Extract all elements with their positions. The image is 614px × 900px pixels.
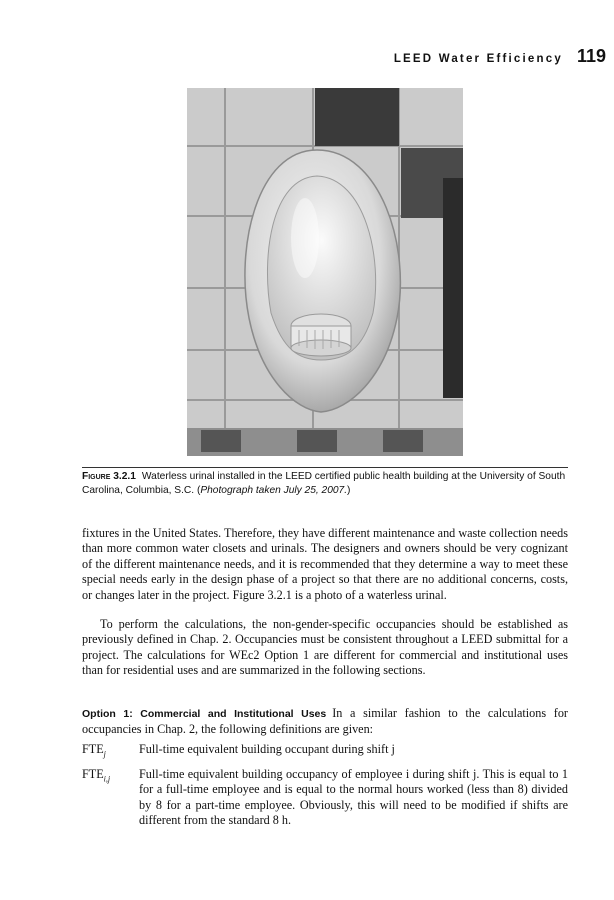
definition-list	[82, 742, 568, 833]
figure-label: Figure 3.2.1	[82, 471, 136, 482]
section-heading: Option 1: Commercial and Institutional Uses	[82, 708, 327, 720]
paragraph-2: To perform the calculations, the non-gender-specific occupancies should be established as previously defined in Chap. 2. Occupancies must be consistent throughout a LEED submittal for a project. The calculations for WEc2 Option 1 are different for commercial and institutional uses than for residential uses and are summarized in the following sections.	[82, 617, 568, 678]
definition-term: $FTE_j$	[82, 742, 106, 759]
urinal-photo	[187, 88, 463, 456]
definition-text: Full-time equivalent building occupancy of employee i during shift j. This is equal to 1 for a full-time employee and is equal to the normal hours worked (less than 8) divided by 8 for a part-time employee. Obviously, this will need to be modified if shifts are different from the standard 8 h.	[139, 766, 568, 828]
figure-caption: Figure 3.2.1 Waterless urinal installed in the LEED certified public health building at the University of South Carolina, Columbia, S.C. (Photograph taken July 25, 2007.)	[82, 471, 566, 496]
definition-item	[82, 742, 568, 762]
definition-text: Full-time equivalent building occupant during shift j	[139, 742, 395, 756]
running-title: LEED Water Efficiency	[393, 53, 563, 65]
running-head	[394, 46, 606, 67]
urinal-photo-illustration	[187, 88, 463, 456]
caption-italic: Photograph taken July 25, 2007.	[200, 485, 348, 496]
paragraph-3	[82, 706, 568, 738]
paragraph-3-text: In a similar fashion to the calculations for occupancies in Chap. 2, the following definitions are given:	[82, 706, 568, 737]
definition-term: $FTE_{i,j}$	[82, 766, 111, 784]
caption-text: Waterless urinal installed in the LEED certified public health building at the University of South Carolina, Columbia, S.C. (	[82, 471, 566, 496]
definition-item	[82, 767, 568, 829]
paragraph-1: fixtures in the United States. Therefore, they have different maintenance and waste collection needs than more common water closets and urinals. The designers and owners should be very cognizant of the different maintenance needs, and it is recommended that they determine a way to meet these special needs early in the design phase of a project so that there are no additional concerns, costs, or changes later in the project. Figure 3.2.1 is a photo of a waterless urinal.	[82, 526, 568, 602]
page-number: 119	[576, 46, 606, 66]
caption-rule	[82, 467, 568, 468]
